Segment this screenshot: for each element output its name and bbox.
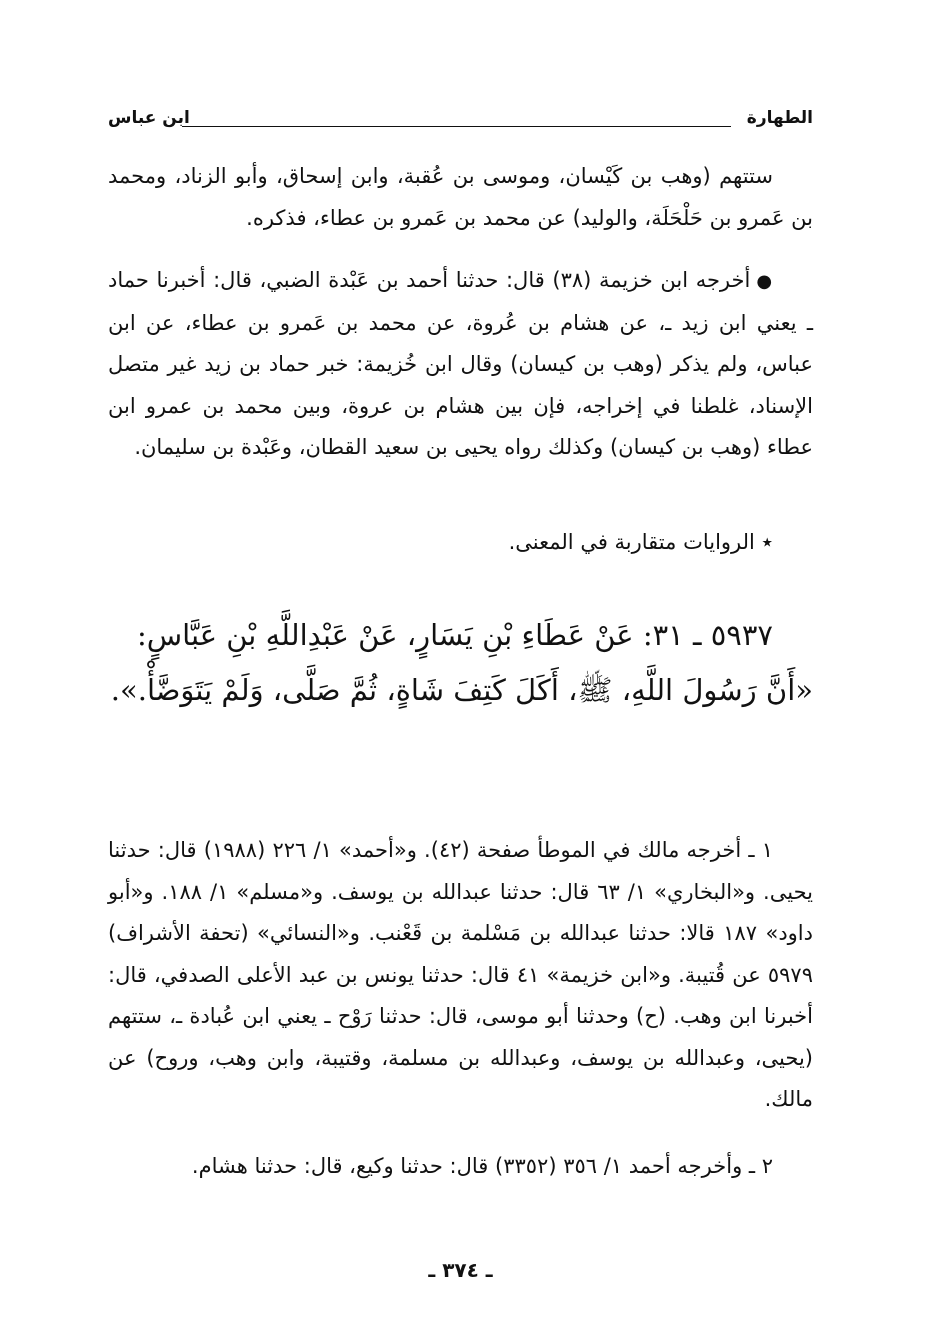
bullet-icon: ● <box>756 271 774 292</box>
takhrij-paragraph <box>108 260 813 469</box>
header-rule <box>182 126 731 127</box>
running-head <box>108 108 813 138</box>
note-block <box>108 522 813 564</box>
hadith-heading: ٥٩٣٧ ـ ٣١: عَنْ عَطَاءِ بْنِ يَسَارٍ، عَنْ عَبْدِاللَّهِ بْنِ عَبَّاسٍ: <box>136 618 773 652</box>
intro-paragraph: ستتهم (وهب بن كَيْسان، وموسى بن عُقبة، وابن إسحاق، وأبو الزناد، ومحمد بن عَمرو بن حَلْحَلَة، والوليد) عن محمد بن عَمرو بن عطاء، فذكره. <box>108 164 813 230</box>
hadith-text: «أَنَّ رَسُولَ اللَّهِ، ﷺ، أَكَلَ كَتِفَ شَاةٍ، ثُمَّ صَلَّى، وَلَمْ يَتَوَضَّأْ.». <box>110 673 813 707</box>
takhrij-text: أخرجه ابن خزيمة (٣٨) قال: حدثنا أحمد بن عَبْدة الضبي، قال: أخبرنا حماد ـ يعني ابن زيد ـ، عن هشام بن عُروة، عن محمد بن عَمرو بن عطاء، عن ابن عباس، ولم يذكر (وهب بن كيسان) وقال ابن خُزيمة: خبر حماد بن زيد غير متصل الإسناد، غلطنا في إخراجه، فإن بين هشام بن عروة، وبين محمد بن عمرو ابن عطاء (وهب بن كيسان) وكذلك رواه يحيى بن سعيد القطان، وعَبْدة بن سليمان. <box>108 268 813 459</box>
hadith-block <box>108 608 813 718</box>
footnote-1: ١ ـ أخرجه مالك في الموطأ صفحة (٤٢). و«أحمد» ١/ ٢٢٦ (١٩٨٨) قال: حدثنا يحيى. و«البخاري» ١/ ٦٣ قال: حدثنا عبدالله بن يوسف. و«مسلم» ١/ ١٨٨. و«أبو داود» ١٨٧ قالا: حدثنا عبدالله بن مَسْلمة بن قَعْنب. و«النسائي» (تحفة الأشراف) ٥٩٧٩ عن قُتيبة. و«ابن خزيمة» ٤١ قال: حدثنا يونس بن عبد الأعلى الصدفي، قال: أخبرنا ابن وهب. (ح) وحدثنا أبو موسى، قال: حدثنا رَوْح ـ يعني ابن عُبادة ـ، ستتهم (يحيى، وعبدالله بن يوسف، وعبدالله بن مسلمة، وقتيبة، وابن وهب، وروح) عن مالك. <box>108 838 813 1111</box>
section-title: ابن عباس <box>108 108 190 128</box>
footnote-1-block <box>108 830 813 1121</box>
note-line: ٭ الروايات متقاربة في المعنى. <box>508 530 773 554</box>
page-number: ـ ٣٧٤ ـ <box>428 1258 493 1282</box>
takhrij-paragraph-block <box>108 260 813 469</box>
page <box>108 100 813 1300</box>
chapter-title: الطهارة <box>746 108 813 128</box>
footnote-2: ٢ ـ وأخرجه أحمد ١/ ٣٥٦ (٣٣٥٢) قال: حدثنا وكيع، قال: حدثنا هشام. <box>191 1154 773 1178</box>
intro-paragraph-block <box>108 156 813 239</box>
footnote-2-block <box>108 1146 813 1188</box>
